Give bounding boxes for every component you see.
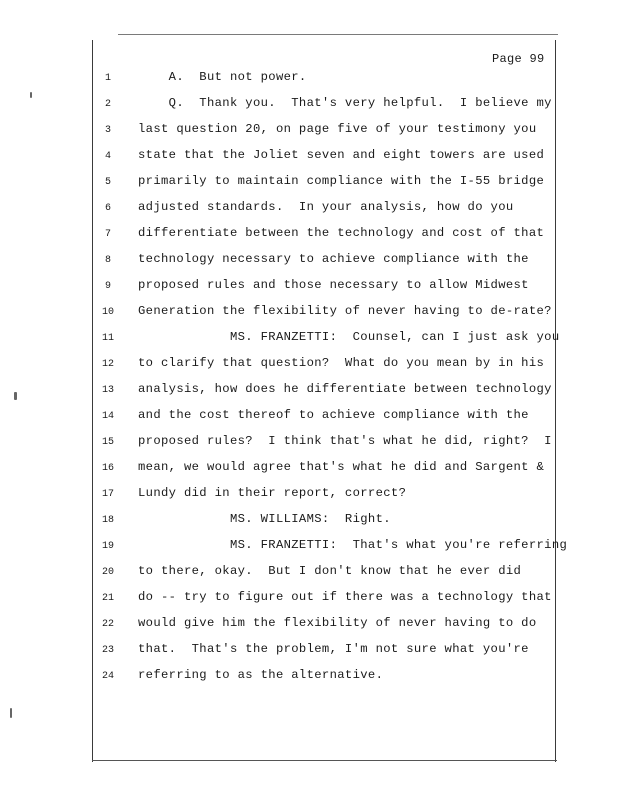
line-number: 20 (101, 567, 114, 578)
transcript-line (0, 564, 618, 584)
transcript-line (0, 330, 618, 350)
transcript-line (0, 356, 618, 376)
transcript-line (0, 642, 618, 662)
line-text: Q. Thank you. That's very helpful. I believe my (138, 96, 552, 110)
transcript-line (0, 590, 618, 610)
line-text: MS. FRANZETTI: That's what you're referring (138, 538, 568, 552)
line-text: analysis, how does he differentiate between technology (138, 382, 552, 396)
transcript-line (0, 122, 618, 142)
transcript-line (0, 174, 618, 194)
line-text: to there, okay. But I don't know that he ever did (138, 564, 522, 578)
transcript-line (0, 304, 618, 324)
line-text: differentiate between the technology and cost of that (138, 226, 545, 240)
line-text: Generation the flexibility of never having to de-rate? (138, 304, 552, 318)
line-text: primarily to maintain compliance with the I-55 bridge (138, 174, 545, 188)
line-number: 3 (104, 125, 111, 136)
line-number: 5 (104, 177, 111, 188)
bottom-rule (92, 760, 557, 761)
line-number: 4 (104, 151, 111, 162)
transcript-line (0, 200, 618, 220)
line-number: 12 (101, 359, 114, 370)
line-text: Lundy did in their report, correct? (138, 486, 407, 500)
line-text: adjusted standards. In your analysis, how do you (138, 200, 514, 214)
line-number: 10 (101, 307, 114, 318)
transcript-line (0, 668, 618, 688)
transcript-line (0, 70, 618, 90)
transcript-line (0, 408, 618, 428)
line-number: 2 (104, 99, 111, 110)
transcript-line (0, 148, 618, 168)
line-text: MS. FRANZETTI: Counsel, can I just ask you (138, 330, 560, 344)
line-number: 11 (101, 333, 114, 344)
line-number: 7 (104, 229, 111, 240)
scan-speck (14, 392, 17, 400)
line-text: last question 20, on page five of your testimony you (138, 122, 537, 136)
line-text: referring to as the alternative. (138, 668, 384, 682)
line-text: do -- try to figure out if there was a technology that (138, 590, 552, 604)
line-text: to clarify that question? What do you mean by in his (138, 356, 545, 370)
page-number-header: Page 99 (492, 52, 545, 66)
line-number: 14 (101, 411, 114, 422)
transcript-line (0, 382, 618, 402)
transcript-line (0, 486, 618, 506)
line-number: 1 (104, 73, 111, 84)
line-number: 13 (101, 385, 114, 396)
transcript-line (0, 252, 618, 272)
line-text: proposed rules and those necessary to allow Midwest (138, 278, 529, 292)
line-text: proposed rules? I think that's what he did, right? I (138, 434, 552, 448)
line-number: 17 (101, 489, 114, 500)
line-number: 19 (101, 541, 114, 552)
line-text: technology necessary to achieve compliance with the (138, 252, 529, 266)
line-number: 21 (101, 593, 114, 604)
line-text: A. But not power. (138, 70, 307, 84)
transcript-line (0, 460, 618, 480)
transcript-line (0, 226, 618, 246)
scan-speck (10, 708, 12, 718)
transcript-line (0, 512, 618, 532)
transcript-line (0, 278, 618, 298)
line-number: 18 (101, 515, 114, 526)
transcript-line (0, 434, 618, 454)
line-number: 23 (101, 645, 114, 656)
line-text: would give him the flexibility of never having to do (138, 616, 537, 630)
line-number: 24 (101, 671, 114, 682)
top-rule (118, 34, 558, 35)
line-number: 9 (104, 281, 111, 292)
line-number: 6 (104, 203, 111, 214)
transcript-line (0, 616, 618, 636)
line-text: and the cost thereof to achieve compliance with the (138, 408, 529, 422)
line-text: that. That's the problem, I'm not sure what you're (138, 642, 529, 656)
transcript-line (0, 96, 618, 116)
line-text: mean, we would agree that's what he did and Sargent & (138, 460, 545, 474)
scan-speck (30, 92, 32, 98)
line-number: 15 (101, 437, 114, 448)
line-number: 8 (104, 255, 111, 266)
line-text: state that the Joliet seven and eight towers are used (138, 148, 545, 162)
line-text: MS. WILLIAMS: Right. (138, 512, 391, 526)
line-number: 16 (101, 463, 114, 474)
transcript-line (0, 538, 618, 558)
line-number: 22 (101, 619, 114, 630)
